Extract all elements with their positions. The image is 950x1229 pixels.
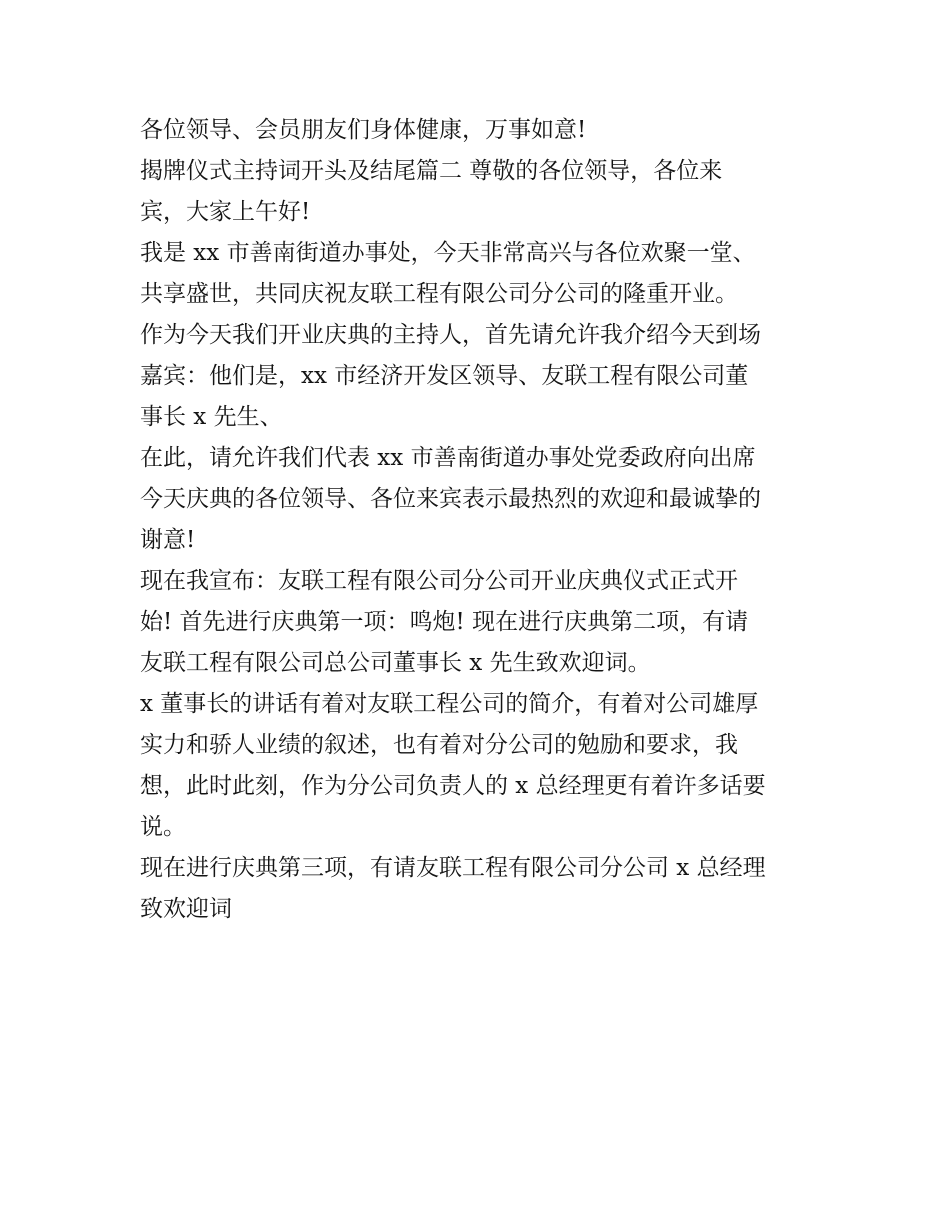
document-body [140, 110, 820, 930]
text-line: 揭牌仪式主持词开头及结尾篇二 尊敬的各位领导，各位来 [140, 158, 723, 184]
text-line: 实力和骄人业绩的叙述，也有着对分公司的勉励和要求，我 [140, 732, 738, 758]
text-line: 今天庆典的各位领导、各位来宾表示最热烈的欢迎和最诚挚的 [140, 486, 761, 512]
text-line: 共享盛世，共同庆祝友联工程有限公司分公司的隆重开业。 [140, 281, 738, 307]
text-line: 友联工程有限公司总公司董事长 x 先生致欢迎词。 [140, 650, 651, 676]
text-line: 说。 [140, 814, 186, 840]
text-line: 现在进行庆典第三项，有请友联工程有限公司分公司 x 总经理 [140, 855, 766, 881]
text-line: 想，此时此刻，作为分公司负责人的 x 总经理更有着许多话要 [140, 773, 766, 799]
text-line: 各位领导、会员朋友们身体健康，万事如意! [140, 117, 587, 143]
text-line: 事长 x 先生、 [140, 404, 283, 430]
text-line: 在此，请允许我们代表 xx 市善南街道办事处党委政府向出席 [140, 445, 756, 471]
text-line: 现在我宣布：友联工程有限公司分公司开业庆典仪式正式开 [140, 568, 738, 594]
text-line: 作为今天我们开业庆典的主持人，首先请允许我介绍今天到场 [140, 322, 761, 348]
text-line: 致欢迎词 [140, 896, 232, 922]
text-line: 始! 首先进行庆典第一项：鸣炮! 现在进行庆典第二项，有请 [140, 609, 749, 635]
text-line: x 董事长的讲话有着对友联工程公司的简介，有着对公司雄厚 [140, 691, 759, 717]
text-line: 宾，大家上午好! [140, 199, 311, 225]
text-line: 我是 xx 市善南街道办事处，今天非常高兴与各位欢聚一堂、 [140, 240, 756, 266]
text-line: 谢意! [140, 527, 196, 553]
text-line: 嘉宾：他们是，xx 市经济开发区领导、友联工程有限公司董 [140, 363, 749, 389]
